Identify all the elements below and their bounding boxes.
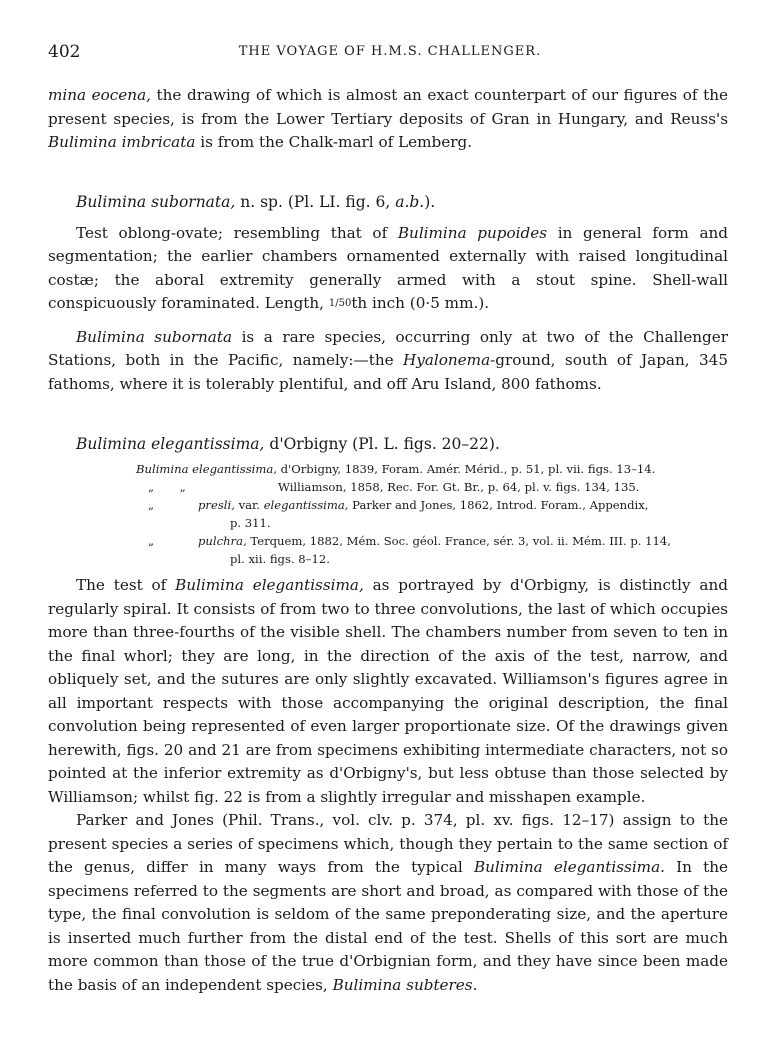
subornata-heading-ref: n. sp. (Pl. LI. fig. 6, [235,192,396,211]
subornata-dist-3: Hyalonema [403,351,491,369]
subornata-desc-4: th inch (0·5 mm.). [351,294,490,312]
synonym-variety: elegantissima, [263,498,349,512]
elegantissima-p2-b: Bulimina elegantissima. [473,858,665,876]
elegantissima-heading-ref: d'Orbigny (Pl. L. figs. 20–22). [264,435,500,453]
synonym-citation: Terquem, 1882, Mém. Soc. géol. France, sér. 3, vol. ii. Mém. III. p. 114, [246,534,671,548]
elegantissima-heading [48,432,728,456]
elegantissima-p2-d: Bulimina subteres. [332,975,478,994]
synonymy-entry [48,478,728,496]
synonym-citation: Williamson, 1858, Rec. For. Gt. Br., p. 64, pl. v. figs. 134, 135. [278,480,640,494]
subornata-heading-end: ). [424,192,436,211]
synonym-continuation: pl. xii. figs. 8–12. [230,552,330,566]
synonym-name: pulchra, [198,534,247,548]
synonym-citation: Parker and Jones, 1862, Introd. Foram., Appendix, [348,498,649,512]
synonymy-entry [48,460,728,478]
ditto-marks: „ „ [148,480,186,494]
synonymy-entry [48,532,728,550]
carryover-paragraph [48,84,728,155]
synonym-citation-group [198,496,728,514]
elegantissima-p1-b: Bulimina elegantissima, [175,576,364,594]
running-title: THE VOYAGE OF H.M.S. CHALLENGER. [238,44,542,59]
synonym-name: Bulimina elegantissima, [136,462,277,476]
length-fraction: 1/50 [328,298,352,309]
synonym-citation: d'Orbigny, 1839, Foram. Amér. Mérid., p. 51, pl. vii. figs. 13–14. [276,462,656,476]
synonym-continuation: p. 311. [230,516,271,530]
page-number: 402 [48,42,81,62]
page-body [48,84,728,997]
subornata-desc-2: Bulimina pupoides [397,223,548,242]
ditto-marks: „ [148,498,155,512]
synonymy-entry [48,496,728,514]
elegantissima-heading-name: Bulimina elegantissima, [76,435,265,453]
subornata-distribution [48,326,728,397]
ditto-marks: „ [148,534,155,548]
subornata-heading-ab: a.b. [395,192,425,211]
subornata-dist-2: is a rare species, occurring only at two of the Challenger Stations, both in the Pacific, namely:—the [48,327,729,369]
carryover-italic-1: mina eocena, [48,86,151,104]
carryover-text-2: is from the Chalk-marl of Lemberg. [195,133,473,151]
elegantissima-p2-a: Parker and Jones (Phil. Trans., vol. clv. p. 374, pl. xv. figs. 12–17) assign to the present species a series of specimens which, though they pertain to the same section of the genus, differ in many ways from the typical [48,811,728,876]
elegantissima-paragraph-1 [48,574,728,809]
elegantissima-p1-a: The test of [76,576,176,594]
subornata-dist-4: -ground, south of Japan, 345 fathoms, where it is tolerably plentiful, and off Aru Island, 800 fathoms. [48,351,728,393]
elegantissima-paragraph-2 [48,809,728,997]
carryover-text-1: the drawing of which is almost an exact counterpart of our figures of the present species, is from the Lower Tertiary deposits of Gran in Hungary, and Reuss's [48,86,728,128]
synonymy-list [48,460,728,568]
synonym-citation-group [198,532,728,550]
elegantissima-p1-c: as portrayed by d'Orbigny, is distinctly and regularly spiral. It consists of from two to three convolutions, the last of which occupies more than three-fourths of the visible shell. The chambers number from seven to ten in the final whorl; they are long, in the direction of the axis of the test, narrow, and obliquely set, and the sutures are only slightly excavated. Williamson's figures agree in all important respects with those accompanying the original description, the final convolution being represented of even larger proportionate size. Of the drawings given herewith, figs. 20 and 21 are from specimens exhibiting intermediate characters, not so pointed at the inferior extremity as d'Orbigny's, but less obtuse than those selected by Williamson; whilst fig. 22 is from a slightly irregular and misshapen example. [48,576,728,806]
subornata-heading-name: Bulimina subornata, [76,192,236,211]
subornata-dist-1: Bulimina subornata [76,327,233,346]
elegantissima-p2-c: In the specimens referred to the segments are short and broad, as compared with those of the type, the final convolution is seldom of the same preponderating size, and the aperture is inserted much further from the distal end of the test. Shells of this sort are much more common than those of the true d'Orbignian form, and they have since been made the basis of an independent species, [48,858,728,994]
subornata-desc-1: Test oblong-ovate; resembling that of [76,223,398,242]
subornata-desc-3: in general form and segmentation; the earlier chambers ornamented externally with raised longitudinal costæ; the aboral extremity generally armed with a stout spine. Shell-wall conspicuously foraminated. Length, [48,223,728,312]
page-header [48,42,732,66]
subornata-heading [48,190,728,214]
synonym-name: presli, [198,498,235,512]
subornata-description [48,222,728,316]
carryover-italic-2: Bulimina imbricata [48,133,196,151]
synonym-citation: var. [234,498,264,512]
